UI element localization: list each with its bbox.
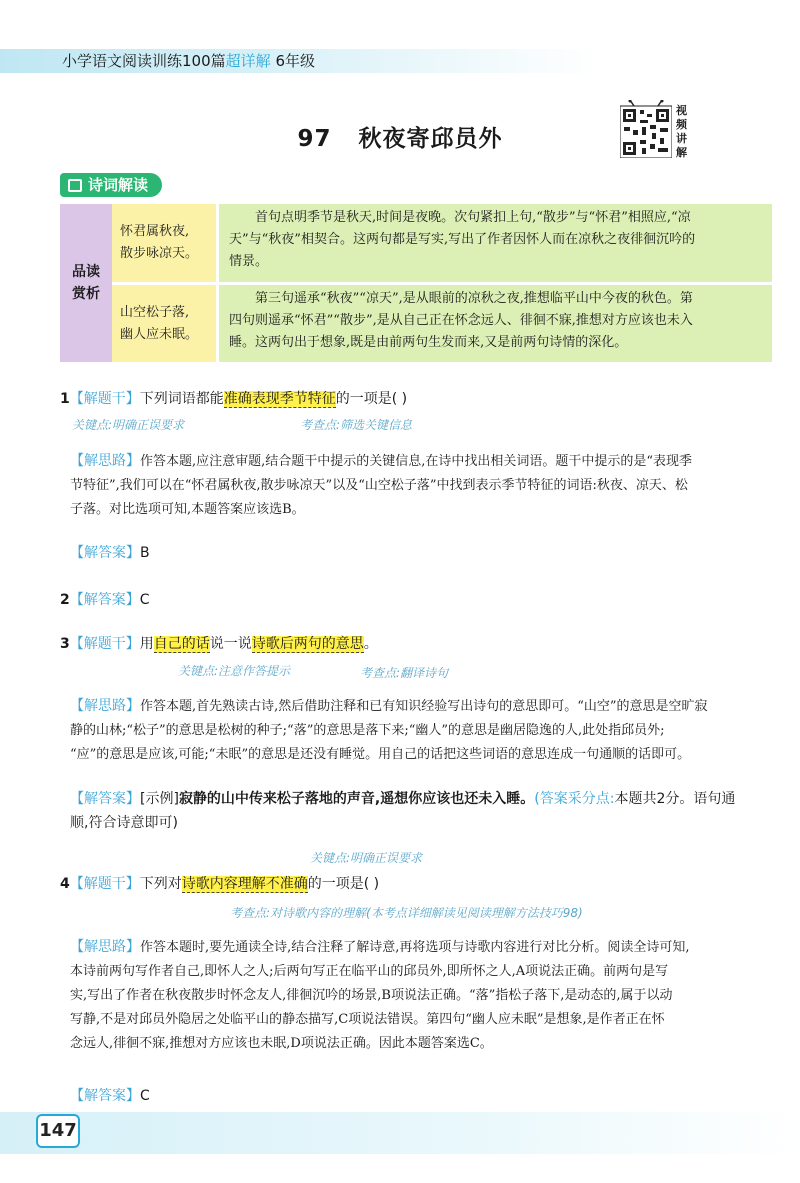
book-grade: 6年级 [275, 52, 315, 70]
hint-key-point: 关键点:明确正误要求 [72, 418, 185, 432]
poem-line: 山空松子落, [120, 304, 190, 320]
question-4-stem [60, 873, 379, 895]
approach-line: 实,写出了作者在秋夜散步时怀念友人,徘徊沉吟的场景,B项说法正确。“落”指松子落下,是动态的,属于以动 [70, 988, 673, 1003]
question-3-answer [70, 787, 780, 835]
approach-line: 本诗前两句写作者自己,即怀人之人;后两句写正在临平山的邱员外,即所怀之人,A项说法正确。前两句是写 [70, 964, 669, 979]
analysis-text [219, 204, 772, 282]
analysis-head-label: 品读赏析 [72, 264, 100, 302]
question-3-approach [70, 694, 780, 767]
answer-value: 寂静的山中传来松子落地的声音,遥想你应该也还未入睡。 [178, 791, 535, 807]
stem-text: 下列对 [139, 876, 182, 892]
approach-line: 静的山林;“松子”的意思是松树的种子;“落”的意思是落下来;“幽人”的意思是幽居隐逸的人,此处指邱员外; [70, 723, 665, 738]
question-4-answer [70, 1084, 150, 1108]
stem-text: 下列词语都能 [139, 391, 224, 407]
question-number: 4 [60, 876, 70, 892]
score-label: (答案采分点: [534, 791, 615, 807]
approach-line: 子落。对比选项可知,本题答案应该选B。 [70, 502, 305, 517]
analysis-head [60, 204, 112, 362]
question-4-approach [70, 935, 780, 1056]
approach-label: 【解思路】 [70, 453, 140, 469]
question-number: 2 [60, 592, 70, 608]
footer-bar [0, 1112, 800, 1154]
analysis-line: 四句则遥承“怀君”“散步”,是从自己正在怀念远人、徘徊不寐,推想对方应该也未入 [229, 313, 693, 328]
poem-line: 幽人应未眠。 [120, 326, 199, 342]
answer-value: B [140, 545, 150, 561]
stem-highlight: 诗歌后两句的意思 [251, 636, 364, 652]
analysis-line: 第三句遥承“秋夜”“凉天”,是从眼前的凉秋之夜,推想临平山中今夜的秋色。第 [255, 291, 693, 306]
answer-label: 【解答案】 [70, 791, 140, 807]
poem-line: 怀君属秋夜, [120, 224, 190, 239]
question-3-stem [60, 633, 378, 655]
calendar-check-icon [68, 179, 82, 192]
approach-label: 【解思路】 [70, 939, 140, 955]
section-tag [60, 173, 162, 197]
qr-label: 视频讲解 [676, 104, 687, 159]
approach-line: 节特征”,我们可以在“怀君属秋夜,散步咏凉天”以及“山空松子落”中找到表示季节特征的词语:秋夜、凉天、松 [70, 478, 688, 493]
page-title: 97 秋夜寄邱员外 [297, 126, 503, 152]
analysis-text [219, 285, 772, 362]
section-label: 诗词解读 [88, 176, 149, 194]
poem-lines [112, 204, 216, 282]
stem-text: 的一项是( ) [335, 391, 408, 407]
analysis-row [112, 285, 772, 362]
stem-label: 【解题干】 [69, 636, 140, 652]
score-text: 本题共2分。语句通 [614, 791, 736, 807]
answer-example: [示例] [140, 791, 179, 807]
analysis-line: 睡。这两句出于想象,既是由前两句生发而来,又是前两句诗情的深化。 [229, 335, 628, 350]
page-number: 147 [36, 1114, 80, 1148]
approach-line: 作答本题,应注意审题,结合题干中提示的关键信息,在诗中找出相关词语。题干中提示的是“表现季 [140, 454, 693, 469]
analysis-line: 首句点明季节是秋天,时间是夜晚。次句紧扣上句,“散步”与“怀君”相照应,“凉 [255, 210, 691, 225]
question-1-answer [70, 541, 150, 565]
stem-label: 【解题干】 [69, 876, 140, 892]
header-title [62, 50, 315, 72]
question-2-answer [60, 588, 150, 612]
answer-label: 【解答案】 [69, 592, 140, 608]
approach-line: 作答本题时,要先通读全诗,结合注释了解诗意,再将选项与诗歌内容进行对比分析。阅读全诗可知, [140, 940, 690, 955]
hint-test-point: 考查点:翻译诗句 [360, 666, 449, 680]
approach-label: 【解思路】 [70, 698, 140, 714]
stem-highlight: 自己的话 [153, 636, 210, 652]
stem-text: 。 [363, 636, 378, 652]
poem-lines [112, 285, 216, 362]
hint-key-point: 关键点:明确正误要求 [310, 851, 423, 865]
stem-text: 的一项是( ) [307, 876, 380, 892]
approach-line: 写静,不是对邱员外隐居之处临平山的静态描写,C项说法错误。第四句“幽人应未眠”是想象,是作者正在怀 [70, 1012, 665, 1027]
question-number: 1 [60, 391, 70, 407]
poem-line: 散步咏凉天。 [120, 246, 199, 261]
book-title: 小学语文阅读训练100篇 [62, 52, 226, 70]
answer-label: 【解答案】 [70, 1088, 140, 1104]
answer-value: C [139, 592, 150, 608]
hint-test-point: 考查点:对诗歌内容的理解(本考点详细解读见阅读理解方法技巧98) [230, 906, 583, 920]
analysis-line: 天”与“秋夜”相契合。这两句都是写实,写出了作者因怀人而在凉秋之夜徘徊沉吟的 [229, 232, 696, 247]
analysis-table [60, 204, 772, 362]
stem-highlight: 诗歌内容理解不准确 [181, 876, 308, 892]
stem-label: 【解题干】 [69, 391, 140, 407]
book-accent: 超详解 [225, 52, 271, 70]
stem-highlight: 准确表现季节特征 [223, 391, 336, 407]
answer-value: C [140, 1088, 150, 1104]
qr-code-icon[interactable] [620, 100, 672, 158]
answer-label: 【解答案】 [70, 545, 140, 561]
score-text: 顺,符合诗意即可) [70, 815, 178, 831]
stem-text: 说一说 [209, 636, 252, 652]
approach-line: 作答本题,首先熟读古诗,然后借助注释和已有知识经验写出诗句的意思即可。“山空”的意思是空旷寂 [140, 699, 708, 714]
hint-key-point: 关键点:注意作答提示 [178, 664, 291, 678]
approach-line: 念远人,徘徊不寐,推想对方应该也未眠,D项说法正确。因此本题答案选C。 [70, 1036, 493, 1051]
analysis-line: 情景。 [229, 254, 269, 269]
stem-text: 用 [139, 636, 154, 652]
question-number: 3 [60, 636, 70, 652]
question-1-stem [60, 388, 407, 410]
approach-line: “应”的意思是应该,可能;“未眠”的意思是还没有睡觉。用自己的话把这些词语的意思连成一句通顺的话即可。 [70, 747, 691, 762]
question-1-approach [70, 449, 780, 522]
analysis-row [112, 204, 772, 282]
hint-test-point: 考查点:筛选关键信息 [300, 418, 413, 432]
